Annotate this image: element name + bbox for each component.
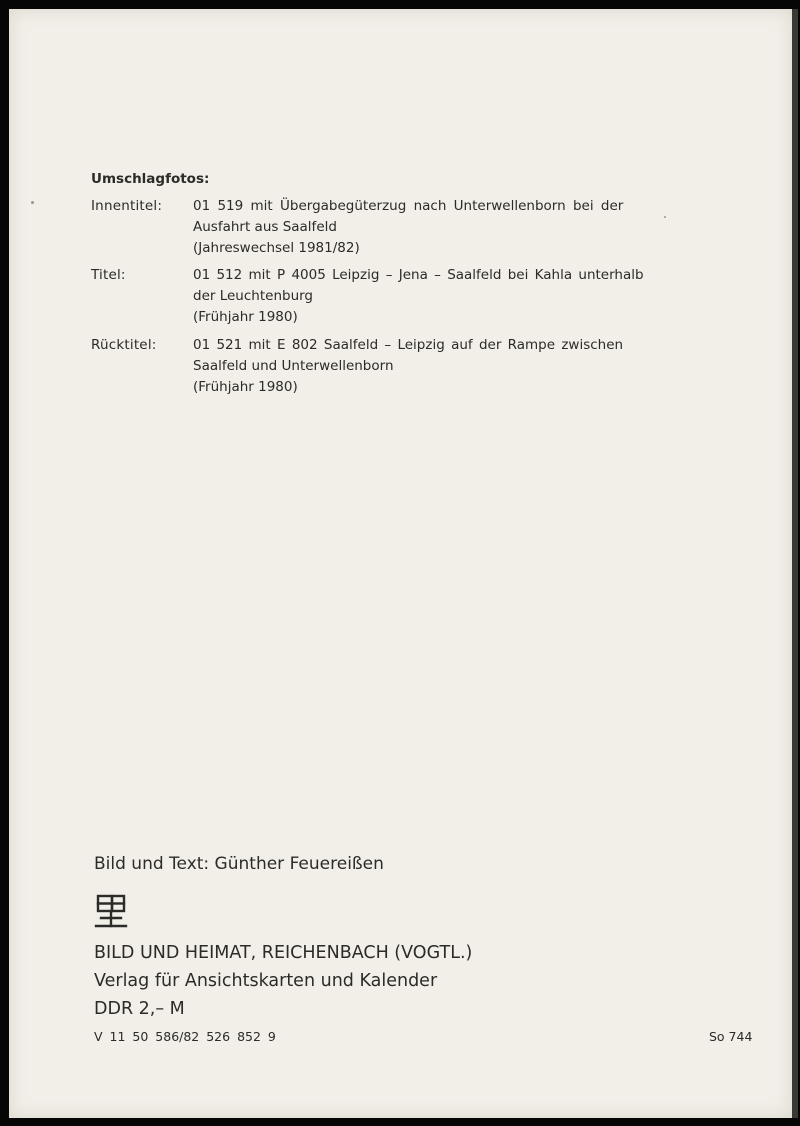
caption-label: Innentitel: (91, 198, 163, 214)
card-edge-shadow (792, 9, 798, 1118)
price: DDR 2,– M (94, 999, 185, 1019)
captions-heading: Umschlagfotos: (91, 171, 210, 187)
catalog-codes: V 11 50 586/82 526 852 9 (94, 1029, 276, 1044)
caption-line: (Jahreswechsel 1981/82) (193, 240, 360, 256)
paper-speck (31, 201, 34, 204)
caption-line: Ausfahrt aus Saalfeld (193, 219, 337, 235)
caption-label: Rücktitel: (91, 337, 157, 353)
publisher-block (94, 939, 472, 1023)
postcard-back (9, 9, 792, 1118)
caption-line: (Frühjahr 1980) (193, 379, 298, 395)
bild-und-heimat-logo-icon (94, 893, 128, 929)
caption-text (193, 196, 763, 259)
caption-line: Saalfeld und Unterwellenborn (193, 358, 394, 374)
caption-line: 01 519 mit Übergabegüterzug nach Unterwellenborn bei der (193, 198, 624, 214)
series-number: So 744 (709, 1029, 753, 1044)
credit-line: Bild und Text: Günther Feuereißen (94, 854, 384, 874)
caption-text (193, 265, 763, 328)
publisher-name: BILD UND HEIMAT, REICHENBACH (VOGTL.) (94, 943, 473, 963)
caption-text (193, 335, 763, 398)
caption-line: der Leuchtenburg (193, 288, 314, 304)
publisher-tagline: Verlag für Ansichtskarten und Kalender (94, 971, 438, 991)
caption-line: 01 512 mit P 4005 Leipzig – Jena – Saalfeld bei Kahla unterhalb (193, 267, 644, 283)
caption-line: (Frühjahr 1980) (193, 309, 298, 325)
caption-line: 01 521 mit E 802 Saalfeld – Leipzig auf der Rampe zwischen (193, 337, 624, 353)
caption-label: Titel: (91, 267, 126, 283)
